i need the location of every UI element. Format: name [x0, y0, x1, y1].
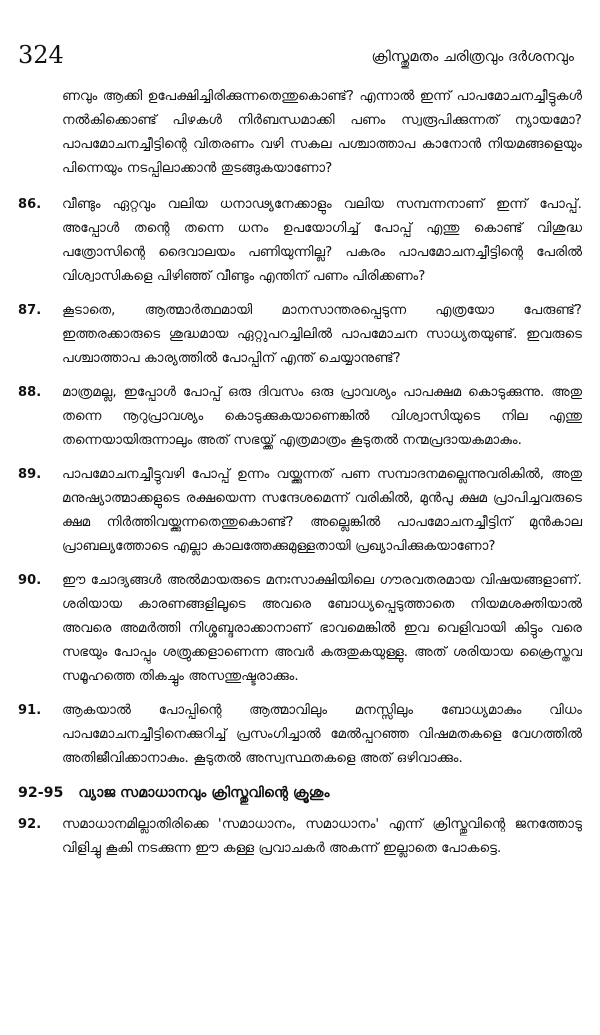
page-body — [18, 85, 582, 871]
paragraph-text: ഈ ചോദ്യങ്ങൾ അൽമായരുടെ മനഃസാക്ഷിയിലെ ഗൗരവതരമായ വിഷയങ്ങളാണ്. ശരിയായ കാരണങ്ങളിലൂടെ അവരെ ബോധ്യപ്പെടുത്താതെ നിയമശക്തിയാൽ അവരെ അമർത്തി നിശ്ശബ്ദരാക്കാനാണ് ഭാവമെങ്കിൽ ഇവ വെളിവായി കിട്ടും വരെ സഭയും പോപ്പും ശത്രുക്കളാണെന്ന അവർ കരുതുകയുള്ളു. അത് ശരിയായ ക്രൈസ്തവ സമൂഹത്തെ തികച്ചും അസന്തുഷ്ടരാക്കും. — [62, 573, 582, 684]
paragraph-continued — [18, 85, 582, 181]
paragraph-number: 89. — [18, 467, 42, 482]
section-title: വ്യാജ സമാധാനവും ക്രിസ്തുവിന്റെ ക്രൂശും — [78, 785, 330, 801]
section-heading — [18, 781, 582, 805]
paragraph-number: 86. — [18, 197, 42, 212]
paragraph-number: 91. — [18, 703, 42, 718]
running-title: ക്രിസ്തുമതം ചരിത്രവും ദർശനവും — [371, 49, 574, 65]
section-number: 92-95 — [18, 785, 64, 801]
paragraph-text: പാപമോചനച്ചീട്ടുവഴി പോപ്പ് ഉന്നം വയ്ക്കുന്നത് പണ സമ്പാദനമല്ലെന്നുവരികിൽ, അതു മനുഷ്യാത്മാക്കളുടെ രക്ഷയെന്ന സന്ദേശമെന്ന് വരികിൽ, മുൻപു ക്ഷമ പ്രാപിച്ചവരുടെ ക്ഷമ നിർത്തിവയ്ക്കുന്നതെന്തുകൊണ്ട്? അല്ലെങ്കിൽ പാപമോചനച്ചീട്ടിന് മുൻകാല പ്രാബല്യത്തോടെ എല്ലാ കാലത്തേക്കുമുള്ളതായി പ്രഖ്യാപിക്കുകയാണോ? — [62, 467, 582, 554]
paragraph-number: 87. — [18, 303, 42, 318]
paragraph-number: 90. — [18, 573, 42, 588]
paragraph-86 — [18, 193, 582, 289]
page-number: 324 — [18, 41, 64, 69]
paragraph-text: കൂടാതെ, ആത്മാർത്ഥമായി മാനസാന്തരപ്പെടുന്ന എത്രയോ പേരുണ്ട്? ഇത്തരക്കാരുടെ ശുദ്ധമായ ഏറ്റുപറച്ചിലിൽ പാപമോചന സാധ്യതയുണ്ട്. ഇവരുടെ പശ്ചാത്താപ കാര്യത്തിൽ പോപ്പിന് എന്ത് ചെയ്യാനുണ്ട്? — [62, 303, 582, 366]
paragraph-text: മാത്രമല്ല, ഇപ്പോൾ പോപ്പ് ഒരു ദിവസം ഒരു പ്രാവശ്യം പാപക്ഷമ കൊടുക്കുന്നു. അതു തന്നെ നൂറുപ്രാവശ്യം കൊടുക്കുകയാണെങ്കിൽ വിശ്വാസിയുടെ നില എന്തു തന്നെയായിരുന്നാലും അത് സഭയ്ക്ക് എത്രമാത്രം കൂടുതൽ നന്മപ്രദായകമാകും. — [62, 385, 582, 448]
paragraph-91 — [18, 699, 582, 771]
page-header — [18, 40, 582, 80]
paragraph-text: സമാധാനമില്ലാതിരിക്കെ 'സമാധാനം, സമാധാനം' എന്ന് ക്രിസ്തുവിന്റെ ജനത്തോടു വിളിച്ചു കൂകി നടക്കുന്ന ഈ കള്ള പ്രവാചകർ അകന്ന് ഇല്ലാതെ പോകട്ടെ. — [62, 817, 582, 856]
paragraph-89 — [18, 463, 582, 559]
paragraph-text: ണവും ആക്കി ഉപേക്ഷിച്ചിരിക്കുന്നതെന്തുകൊണ്ട്? എന്നാൽ ഇന്ന് പാപമോചനച്ചീട്ടുകൾ നൽകിക്കൊണ്ട് പിഴകൾ നിർബന്ധമാക്കി പണം സ്വരൂപിക്കുന്നത് ന്യായമോ? പാപമോചനച്ചീട്ടിന്റെ വിതരണം വഴി സകല പശ്ചാത്താപ കാനോൻ നിയമങ്ങളെയും പിന്നെയും നടപ്പിലാക്കാൻ തുടങ്ങുകയാണോ? — [62, 89, 582, 176]
paragraph-90 — [18, 569, 582, 689]
paragraph-text: വീണ്ടും ഏറ്റവും വലിയ ധനാഢ്യനേക്കാളും വലിയ സമ്പന്നനാണ് ഇന്ന് പോപ്പ്. അപ്പോൾ തന്റെ തന്നെ ധനം ഉപയോഗിച്ച് പോപ്പ് എന്തു കൊണ്ട് വിശുദ്ധ പത്രോസിന്റെ ദൈവാലയം പണിയുന്നില്ല? പകരം പാപമോചനച്ചീട്ടിന്റെ പേരിൽ വിശ്വാസികളെ പിഴിഞ്ഞ് വീണ്ടും എന്തിന് പണം പിരിക്കണം? — [62, 197, 582, 284]
paragraph-number: 92. — [18, 817, 42, 832]
paragraph-text: ആകയാൽ പോപ്പിന്റെ ആത്മാവിലും മനസ്സിലും ബോധ്യമാകും വിധം പാപമോചനച്ചീട്ടിനെക്കുറിച്ച് പ്രസംഗിച്ചാൽ മേൽപ്പറഞ്ഞ വിഷമതകളെ വേഗത്തിൽ അതിജീവിക്കാനാകും. കൂടുതൽ അസ്വസ്ഥതകളെ അത് ഒഴിവാക്കും. — [62, 703, 582, 766]
paragraph-92 — [18, 813, 582, 861]
paragraph-number: 88. — [18, 385, 42, 400]
paragraph-87 — [18, 299, 582, 371]
paragraph-88 — [18, 381, 582, 453]
